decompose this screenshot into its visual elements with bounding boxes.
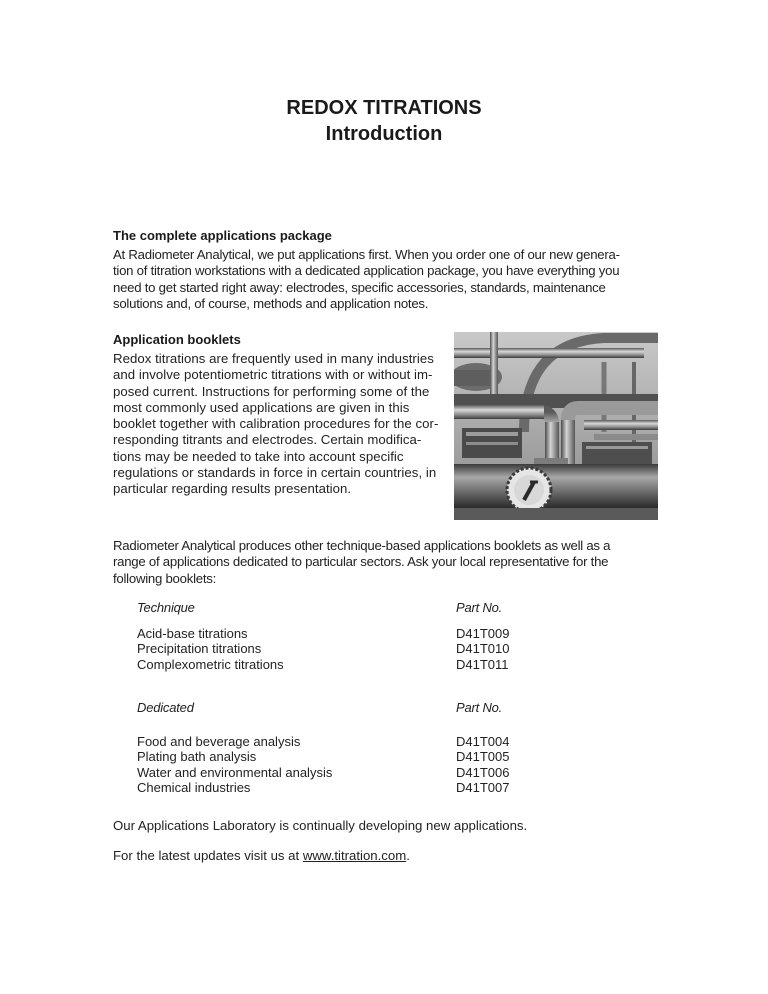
booklet-name: Food and beverage analysis [137,733,301,749]
package-line: need to get started right away: electrodes, specific accessories, standards, maintenance [113,279,606,295]
industrial-pipes-photo [454,332,658,520]
package-line: At Radiometer Analytical, we put applications first. When you order one of our new genera- [113,247,620,262]
table-header-row [137,700,557,716]
updates-suffix: . [406,848,410,863]
other-booklets-line: following booklets: [113,570,217,586]
booklets-line: particular regarding results presentation. [113,481,352,497]
table-row [137,765,557,781]
part-number: D41T007 [456,780,510,795]
part-number: D41T010 [456,641,510,656]
booklet-name: Plating bath analysis [137,749,257,764]
part-number: D41T006 [456,764,510,780]
booklets-line: responding titrants and electrodes. Certain modifica- [113,432,422,448]
document-title: REDOX TITRATIONS [286,97,482,119]
other-booklets-line: Radiometer Analytical produces other technique-based applications booklets as well as a [113,538,611,553]
booklets-line: booklet together with calibration procedures for the cor- [113,416,439,432]
column-header-part-no: Part No. [456,700,503,715]
part-number: D41T009 [456,625,510,641]
booklets-line: and involve potentiometric titrations with or without im- [113,367,433,383]
section-heading-booklets: Application booklets [113,332,241,347]
booklets-paragraph [113,351,443,498]
booklets-line: regulations or standards in force in certain countries, in [113,465,437,481]
part-number: D41T011 [456,656,509,672]
applications-lab-note: Our Applications Laboratory is continually developing new applications. [113,818,528,833]
table-row [137,641,557,657]
package-line: solutions and, of course, methods and application notes. [113,295,429,311]
part-number: D41T005 [456,749,510,764]
booklets-line: Redox titrations are frequently used in many industries [113,351,434,366]
table-row [137,657,557,673]
package-line: tion of titration workstations with a dedicated application package, you have everything you [113,263,620,279]
booklets-line: tions may be needed to take into account specific [113,448,404,464]
document-title-block [0,95,768,147]
updates-prefix: For the latest updates visit us at [113,848,303,863]
column-header-part-no: Part No. [456,600,503,615]
part-number: D41T004 [456,733,510,749]
booklet-name: Acid-base titrations [137,625,248,641]
booklets-line: most commonly used applications are given in this [113,399,410,415]
table-row [137,734,557,750]
other-booklets-line: range of applications dedicated to particular sectors. Ask your local representative for the [113,554,609,570]
booklet-name: Precipitation titrations [137,641,262,656]
booklet-name: Water and environmental analysis [137,764,333,780]
booklet-name: Complexometric titrations [137,656,284,672]
dedicated-booklets-table [137,700,557,796]
column-header-technique: Technique [137,600,195,615]
section-heading-package: The complete applications package [113,228,332,243]
table-row [137,749,557,765]
table-row [137,780,557,796]
website-link[interactable]: www.titration.com [302,848,407,863]
booklet-name: Chemical industries [137,780,251,795]
technique-booklets-table [137,600,557,672]
booklets-line: posed current. Instructions for performing some of the [113,383,430,399]
other-booklets-paragraph [113,538,665,587]
document-subtitle: Introduction [325,123,443,145]
package-paragraph [113,247,665,312]
table-header-row [137,600,557,616]
updates-note [113,848,410,864]
table-row [137,626,557,642]
column-header-dedicated: Dedicated [137,700,194,715]
